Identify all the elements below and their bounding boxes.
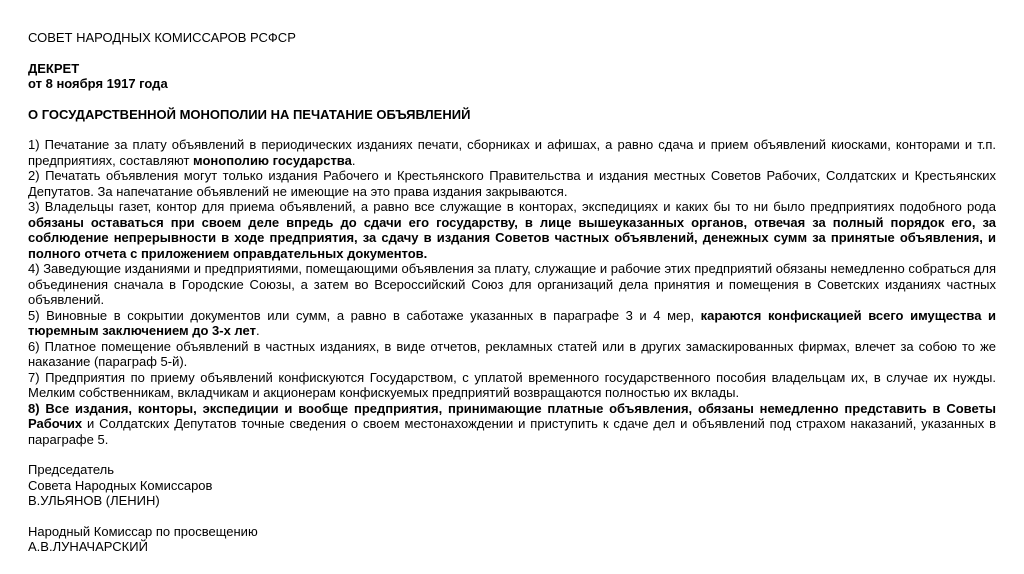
paragraph-text-bold: караются конфискацией всего имущества и тюремным заключением до 3-х лет xyxy=(28,307,996,338)
decree-paragraph-7 xyxy=(28,370,996,401)
paragraph-text: . xyxy=(351,152,356,168)
decree-paragraph-2 xyxy=(28,168,996,199)
signature-block-commissar xyxy=(28,524,996,555)
decree-body xyxy=(28,137,996,447)
paragraph-text: 2) Печатать объявления могут только издания Рабочего и Крестьянского Правительства и издания местных Советов Рабочих, Солдатских и Крестьянских Депутатов. За напечатание объявлений не имеющие на это права издания закрываются. xyxy=(28,168,996,199)
paragraph-text: 3) Владельцы газет, контор для приема объявлений, а равно все служащие в конторах, экспедициях и каких бы то ни было предприятиях подобного рода xyxy=(28,199,996,214)
paragraph-text: 7) Предприятия по приему объявлений конфискуются Государством, с уплатой временного государственного пособия владельцам их, в случае их нужды. Мелким собственникам, вкладчикам и акционерам конфискуемых предприятий возвращаются полностью их вклады. xyxy=(28,369,996,400)
signature-name-line: А.В.ЛУНАЧАРСКИЙ xyxy=(28,539,148,554)
paragraph-text: 5) Виновные в сокрытии документов или сумм, а равно в саботаже указанных в параграфе 3 и 4 мер, xyxy=(28,307,701,323)
signature-role-line: Председатель xyxy=(28,462,115,477)
decree-paragraph-3 xyxy=(28,199,996,261)
decree-paragraph-8 xyxy=(28,401,996,448)
paragraph-text-bold: 8) Все издания, конторы, экспедиции и вообще предприятия, принимающие платные объявления, обязаны немедленно представить в Советы Рабочих xyxy=(28,400,996,431)
decree-paragraph-4 xyxy=(28,261,996,308)
decree-label: ДЕКРЕТ xyxy=(28,60,80,76)
paragraph-text: 1) Печатание за плату объявлений в периодических изданиях печати, сборниках и афишах, а равно сдача и прием объявлений киосками, конторами и т.п. предприятиях, составляют xyxy=(28,137,996,168)
decree-paragraph-6 xyxy=(28,339,996,370)
signature-org-line: Совета Народных Комиссаров xyxy=(28,477,213,493)
spacer xyxy=(28,92,996,107)
spacer xyxy=(28,46,996,61)
spacer xyxy=(28,122,996,137)
signature-block-chairman xyxy=(28,462,996,509)
paragraph-text: . xyxy=(255,323,260,338)
decree-paragraph-5 xyxy=(28,308,996,339)
issuer-line: СОВЕТ НАРОДНЫХ КОМИССАРОВ РСФСР xyxy=(28,30,296,45)
decree-paragraph-1 xyxy=(28,137,996,168)
spacer xyxy=(28,509,996,524)
paragraph-text: 6) Платное помещение объявлений в частных изданиях, в виде отчетов, рекламных статей или в других замаскированных фирмах, влечет за собою то же наказание (параграф 5-й). xyxy=(28,338,996,369)
paragraph-text: и Солдатских Депутатов точные сведения о своем местонахождении и приступить к сдаче дел и объявлений под страхом наказаний, указанных в параграфе 5. xyxy=(28,416,996,447)
decree-title: О ГОСУДАРСТВЕННОЙ МОНОПОЛИИ НА ПЕЧАТАНИЕ ОБЪЯВЛЕНИЙ xyxy=(28,106,471,122)
spacer xyxy=(28,447,996,462)
decree-date: от 8 ноября 1917 года xyxy=(28,76,168,91)
signature-name-line: В.УЛЬЯНОВ (ЛЕНИН) xyxy=(28,493,160,508)
signature-role-line: Народный Комиссар по просвещению xyxy=(28,523,258,539)
paragraph-text-bold: монополию государства xyxy=(193,152,352,168)
paragraph-text-bold: обязаны оставаться при своем деле впредь до сдачи его государству, в лице вышеуказанных органов, отвечая за полный порядок его, за соблюдение непрерывности в ходе предприятия, за сдачу в издания Советов частных объявлений, денежных сумм за принятые объявления, и полного отчета с приложением оправдательных документов. xyxy=(28,214,996,261)
paragraph-text: 4) Заведующие изданиями и предприятиями, помещающими объявления за плату, служащие и рабочие этих предприятий обязаны немедленно собраться для объединения сначала в Городские Союзы, а затем во Всероссийский Союз для организаций дела принятия и помещения в Советских изданиях частных объявлений. xyxy=(28,261,996,307)
